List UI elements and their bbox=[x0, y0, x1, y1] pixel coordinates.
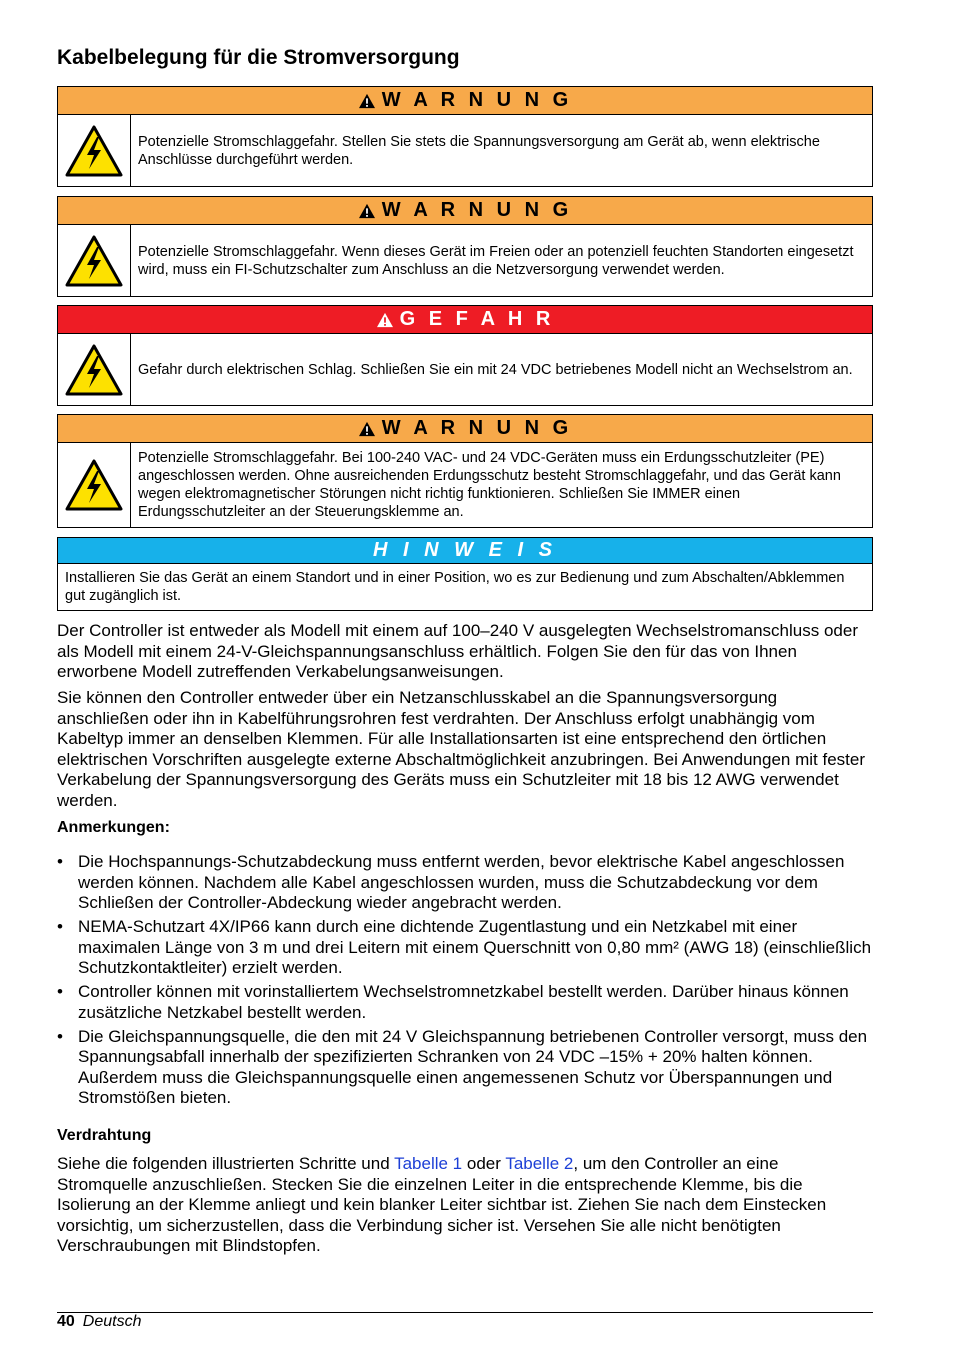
wiring-heading: Verdrahtung bbox=[57, 1127, 152, 1144]
danger-title: G E F A H R bbox=[399, 308, 555, 330]
warning-title: W A R N U N G bbox=[381, 89, 573, 111]
warning-box-1 bbox=[57, 86, 873, 187]
warning-text: Potenzielle Stromschlaggefahr. Stellen Sie stets die Spannungsversorgung am Gerät ab, wenn elektrische Anschlüsse durchgeführt werden. bbox=[138, 133, 820, 168]
notice-header bbox=[58, 538, 872, 564]
warning-title: W A R N U N G bbox=[381, 199, 573, 221]
intro-paragraph: Der Controller ist entweder als Modell mit einem auf 100–240 V ausgelegten Wechselstromanschluss oder als Modell mit einem 24-V-Gleichspannungsanschluss erhältlich. Folgen Sie den für das von Ihnen erworbene Modell zutreffenden Verkabelungsanweisungen. bbox=[57, 621, 858, 681]
alert-triangle-icon bbox=[376, 312, 394, 328]
warning-header bbox=[58, 87, 872, 115]
notes-list bbox=[57, 852, 873, 1112]
list-item: • Die Hochspannungs-Schutzabdeckung muss entfernt werden, bevor elektrische Kabel angeschlossen werden können. Nachdem alle Kabel angeschlossen wurden, muss die Schutzabdeckung vor dem Schließen der Controller-Abdeckung wieder angebracht werden. bbox=[57, 852, 845, 912]
connection-paragraph: Sie können den Controller entweder über ein Netzanschlusskabel an die Spannungsversorgung anschließen oder ihn in Kabelführungsrohren fest verdrahten. Der Anschluss erfolgt unabhängig vom Kabeltyp immer an denselben Klemmen. Für alle Installationsarten ist eine entsprechend den örtlichen elektrischen Vorschriften ausgelegte externe Abschaltmöglichkeit anzubringen. Bei Anwendungen mit fester Verkabelung der Spannungsversorgung des Geräts muss ein Schutzleiter mit 18 bis 12 AWG verwendet werden. bbox=[57, 688, 865, 810]
danger-text: Gefahr durch elektrischen Schlag. Schließen Sie ein mit 24 VDC betriebenes Modell nicht an Wechselstrom an. bbox=[138, 361, 853, 378]
footer-language: Deutsch bbox=[82, 1313, 142, 1330]
warning-title: W A R N U N G bbox=[381, 417, 573, 439]
alert-triangle-icon bbox=[358, 203, 376, 219]
list-item: • Controller können mit vorinstalliertem Wechselstromnetzkabel bestellt werden. Darüber hinaus können zusätzliche Netzkabel bestellt werden. bbox=[57, 982, 849, 1022]
notice-title: H I N W E I S bbox=[373, 539, 557, 561]
notes-heading: Anmerkungen: bbox=[57, 819, 170, 836]
danger-header bbox=[58, 306, 872, 334]
warning-box-2 bbox=[57, 196, 873, 297]
list-item: • NEMA-Schutzart 4X/IP66 kann durch eine dichtende Zugentlastung und ein Netzkabel mit einer maximalen Länge von 3 m und drei Leitern mit einem Querschnitt von 0,80 mm² (AWG 18) (einschließlich Schutzkontaktleiter) erzielt werden. bbox=[57, 917, 872, 977]
electric-shock-icon bbox=[58, 115, 131, 186]
list-item: • Die Gleichspannungsquelle, die den mit 24 V Gleichspannung betriebenen Controller versorgt, muss den Spannungsabfall innerhalb der spezifizierten Schranken von 24 VDC –15% + 20% halten können. Außerdem muss die Gleichspannungsquelle einen angemessenen Schutz vor Überspannungen und Stromstößen bieten. bbox=[57, 1026, 868, 1107]
warning-text: Potenzielle Stromschlaggefahr. Wenn dieses Gerät im Freien oder an potenziell feuchten Standorten eingesetzt wird, muss ein FI-Schutzschalter zum Anschluss an die Netzversorgung verwendet werden. bbox=[138, 243, 854, 278]
bullet: • bbox=[57, 917, 63, 936]
wiring-paragraph: Siehe die folgenden illustrierten Schritte und Tabelle 1 oder Tabelle 2, um den Controller an eine Stromquelle anzuschließen. Stecken Sie die einzelnen Leiter in die entsprechende Klemme, bis die Isolierung an der Klemme anliegt und kein blanker Leiter sichtbar ist. Ziehen Sie nach dem Einstecken vorsichtig, um sicherzustellen, dass die Verbindung sicher ist. Versehen Sie alle nicht benötigten Verschraubungen mit Blindstopfen. bbox=[57, 1154, 827, 1255]
table-1-link[interactable]: Tabelle 1 bbox=[394, 1154, 463, 1173]
bullet: • bbox=[57, 982, 63, 1001]
warning-header bbox=[58, 415, 872, 443]
warning-header bbox=[58, 197, 872, 225]
alert-triangle-icon bbox=[358, 421, 376, 437]
warning-text: Potenzielle Stromschlaggefahr. Bei 100-240 VAC- und 24 VDC-Geräten muss ein Erdungsschutzleiter (PE) angeschlossen werden. Ohne ausreichenden Erdungsschutz besteht Stromschlaggefahr, und das Gerät kann wegen elektromagnetischer Störungen nicht richtig funktionieren. Schließen Sie IMMER einen Erdungsschutzleiter an der Steuerungsklemme an. bbox=[138, 450, 841, 520]
bullet: • bbox=[57, 1026, 63, 1046]
table-2-link[interactable]: Tabelle 2 bbox=[505, 1154, 574, 1173]
notice-box bbox=[57, 537, 873, 611]
footer-divider bbox=[57, 1312, 873, 1313]
warning-box-3 bbox=[57, 414, 873, 528]
page-title: Kabelbelegung für die Stromversorgung bbox=[57, 46, 460, 69]
electric-shock-icon bbox=[58, 443, 131, 527]
page-footer bbox=[57, 1313, 142, 1331]
electric-shock-icon bbox=[58, 334, 131, 405]
electric-shock-icon bbox=[58, 225, 131, 296]
page-number: 40 bbox=[57, 1313, 75, 1330]
alert-triangle-icon bbox=[358, 93, 376, 109]
danger-box bbox=[57, 305, 873, 406]
bullet: • bbox=[57, 852, 63, 871]
notice-text: Installieren Sie das Gerät an einem Standort und in einer Position, wo es zur Bedienung und zum Abschalten/Abklemmen gut zugänglich ist. bbox=[65, 570, 845, 604]
